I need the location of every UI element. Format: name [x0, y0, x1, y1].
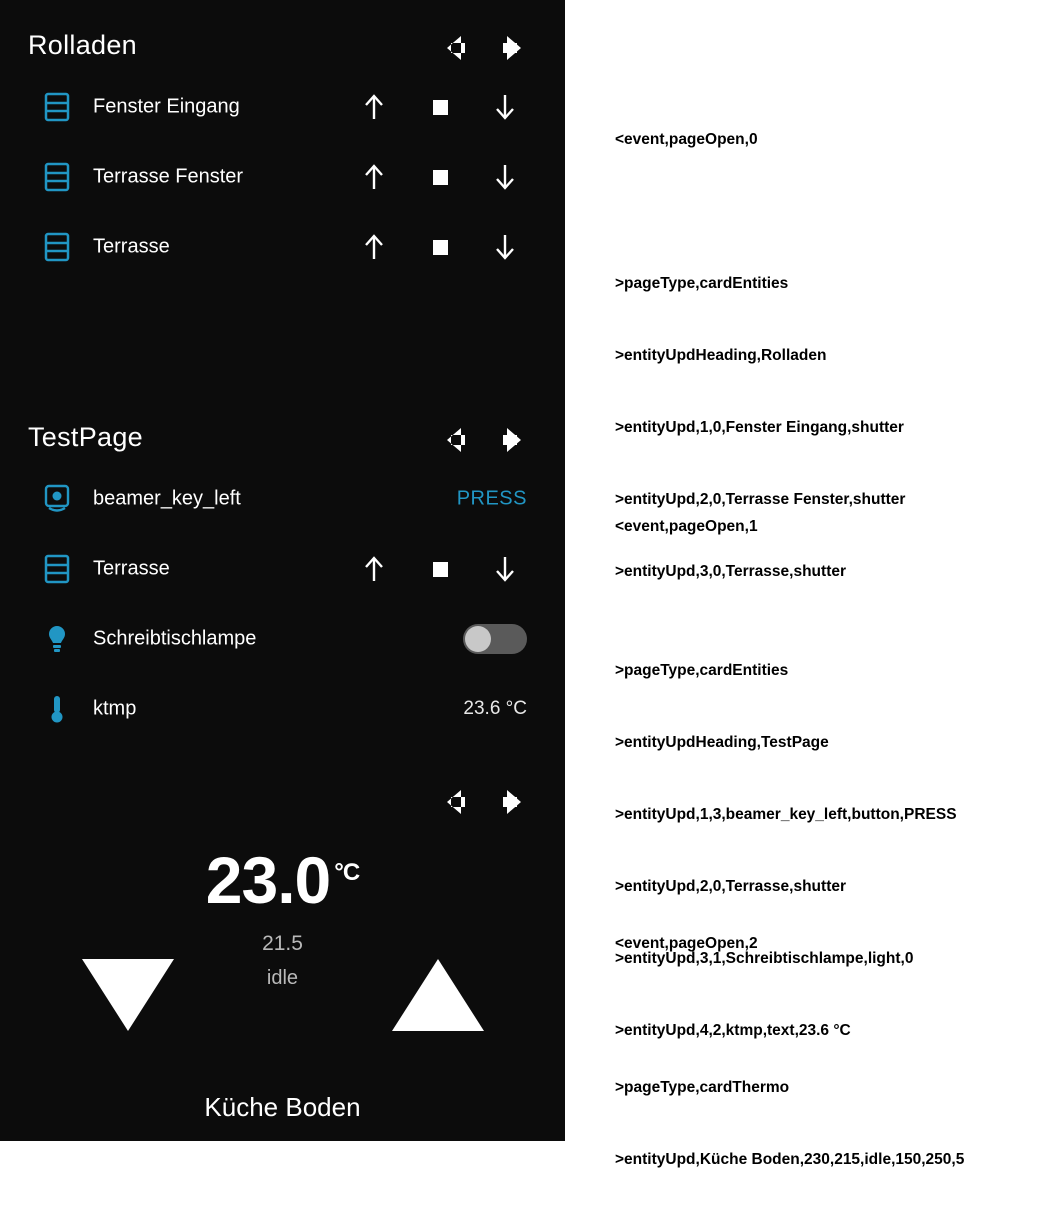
log-spacer: [615, 587, 957, 611]
log-line: >entityUpd,3,0,Terrasse,shutter: [615, 563, 847, 580]
list-item-label: ktmp: [93, 697, 137, 720]
arrow-left-icon[interactable]: [431, 28, 479, 68]
log-line: >entityUpdHeading,Rolladen: [615, 347, 827, 364]
log-line: >pageType,cardEntities: [615, 275, 789, 292]
thermo-main: [0, 822, 565, 1002]
list-item[interactable]: [0, 212, 565, 282]
arrow-right-icon[interactable]: [489, 28, 537, 68]
shutter-down-icon[interactable]: [485, 230, 525, 264]
log-line: >entityUpd,Küche Boden,230,215,idle,150,250,5: [615, 1151, 965, 1168]
shutter-icon: [40, 230, 74, 264]
list-item[interactable]: [0, 142, 565, 212]
log-line: >entityUpd,1,0,Fenster Eingang,shutter: [615, 419, 904, 436]
log-line: >pageType,cardEntities: [615, 662, 789, 679]
thermo-current-temp: [0, 842, 565, 918]
log-line: >entityUpd,2,0,Terrasse,shutter: [615, 878, 847, 895]
temperature-value: 23.6 °C: [463, 698, 527, 719]
shutter-icon: [40, 552, 74, 586]
card-entities-rolladen: [0, 0, 565, 390]
log-line: >entityUpdHeading,TestPage: [615, 734, 829, 751]
thermo-state: idle: [266, 967, 299, 989]
page-title: Rolladen: [28, 30, 137, 60]
shutter-up-icon[interactable]: [354, 160, 394, 194]
page-header: [0, 0, 565, 72]
list-item-label: Terrasse: [93, 557, 170, 580]
shutter-down-icon[interactable]: [485, 90, 525, 124]
shutter-stop-icon[interactable]: [420, 230, 460, 264]
log-line: >entityUpd,3,1,Schreibtischlampe,light,0: [615, 950, 914, 967]
bulb-icon: [40, 622, 74, 656]
list-item: [0, 674, 565, 744]
card-thermo: [0, 762, 565, 1141]
page-title: TestPage: [28, 422, 143, 452]
list-item-label: Fenster Eingang: [93, 95, 240, 118]
shutter-stop-icon[interactable]: [420, 160, 460, 194]
thermometer-icon: [40, 692, 74, 726]
card-entities-testpage: [0, 392, 565, 762]
shutter-controls: [340, 90, 540, 124]
list-item-label: Schreibtischlampe: [93, 627, 257, 650]
log-spacer: [615, 200, 905, 224]
shutter-icon: [40, 90, 74, 124]
arrow-right-icon[interactable]: [489, 420, 537, 460]
list-item[interactable]: [0, 464, 565, 534]
list-item[interactable]: [0, 534, 565, 604]
thermo-current-temp-value: 23.0: [205, 843, 331, 917]
arrow-left-icon[interactable]: [431, 420, 479, 460]
list-item[interactable]: [0, 72, 565, 142]
shutter-down-icon[interactable]: [485, 552, 525, 586]
shutter-controls: [340, 160, 540, 194]
shutter-controls: [340, 552, 540, 586]
log-spacer: [615, 1004, 964, 1028]
shutter-down-icon[interactable]: [485, 160, 525, 194]
list-item-label: beamer_key_left: [93, 487, 241, 510]
list-item-label: Terrasse: [93, 235, 170, 258]
log-line: >entityUpd,2,0,Terrasse Fenster,shutter: [615, 491, 906, 508]
shutter-up-icon[interactable]: [354, 230, 394, 264]
shutter-controls: [340, 230, 540, 264]
thermo-target-temp: 21.5: [262, 932, 303, 955]
log-event: <event,pageOpen,2: [615, 935, 758, 952]
toggle-knob: [465, 626, 491, 652]
list-item-label: Terrasse Fenster: [93, 165, 244, 188]
page-header: [0, 392, 565, 464]
thermo-unit: °C: [334, 859, 360, 886]
shutter-icon: [40, 160, 74, 194]
thermo-name: Küche Boden: [204, 1092, 361, 1122]
remote-button-icon: [40, 482, 74, 516]
log-line: >entityUpd,4,2,ktmp,text,23.6 °C: [615, 1022, 851, 1039]
list-item[interactable]: [0, 604, 565, 674]
nav-arrows: [431, 28, 541, 68]
arrow-right-icon[interactable]: [489, 782, 537, 822]
shutter-stop-icon[interactable]: [420, 552, 460, 586]
log-event: <event,pageOpen,1: [615, 518, 758, 535]
press-button[interactable]: PRESS: [456, 487, 527, 510]
log-line: >pageType,cardThermo: [615, 1079, 790, 1096]
nav-arrows: [431, 420, 541, 460]
arrow-left-icon[interactable]: [431, 782, 479, 822]
log-panel: [565, 0, 1045, 1168]
shutter-up-icon[interactable]: [354, 552, 394, 586]
log-line: >entityUpd,1,3,beamer_key_left,button,PRESS: [615, 806, 957, 823]
log-event: <event,pageOpen,0: [615, 131, 758, 148]
shutter-up-icon[interactable]: [354, 90, 394, 124]
nav-arrows: [431, 782, 541, 822]
shutter-stop-icon[interactable]: [420, 90, 460, 124]
thermo-card: [0, 762, 565, 1141]
light-toggle[interactable]: [463, 624, 527, 654]
log-block-3: [615, 884, 964, 1220]
